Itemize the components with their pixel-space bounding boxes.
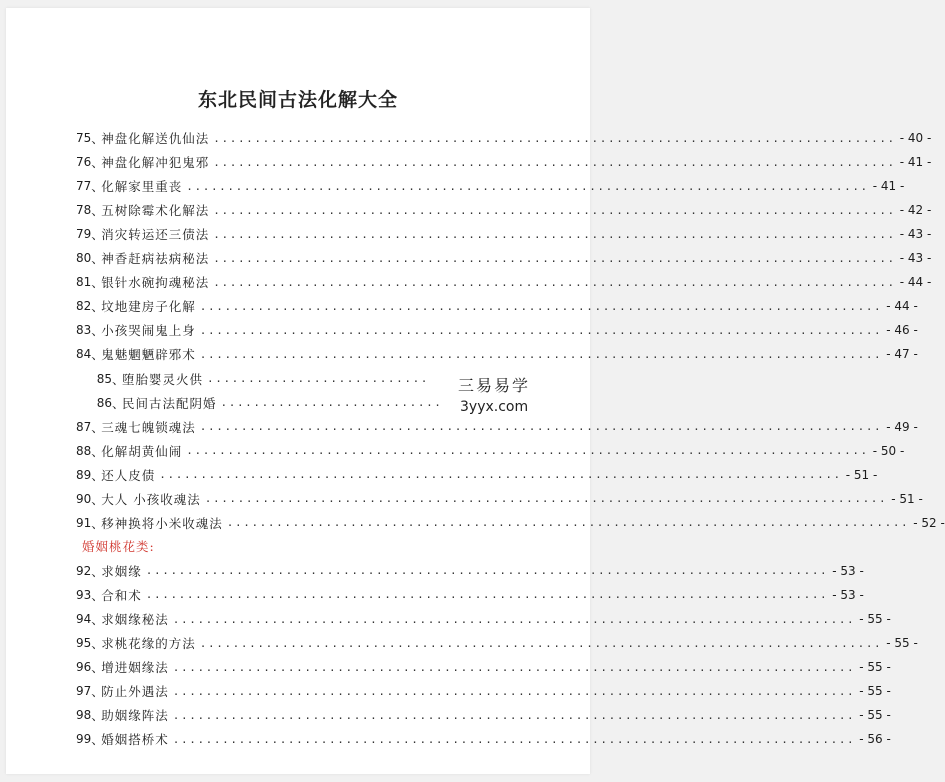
toc-entry <box>76 681 891 701</box>
toc-entry <box>76 441 905 461</box>
page-title: 东北民间古法化解大全 <box>197 89 398 111</box>
toc-entry <box>76 561 864 581</box>
toc-entry-page: - 55 - <box>859 612 891 626</box>
toc-leader-dots: ................................................................................... <box>226 516 910 530</box>
toc-entry-title: 助姻缘阵法 <box>101 708 169 724</box>
toc-entry-number: 99 <box>76 732 92 747</box>
toc-entry <box>76 224 932 244</box>
toc-entry-number: 80 <box>76 251 92 266</box>
toc-leader-dots: ................................................................................... <box>145 588 829 602</box>
toc-entry-separator: 、 <box>91 155 104 171</box>
toc-entry-number: 87 <box>76 419 92 434</box>
toc-entry-separator: 、 <box>91 419 104 435</box>
toc-entry <box>76 513 945 533</box>
toc-entry-page: - 53 - <box>832 563 864 578</box>
toc-entry-page: - 41 - <box>899 155 932 170</box>
toc-leader-dots: ................................................................................... <box>213 275 896 289</box>
toc-entry-separator: 、 <box>91 323 104 339</box>
toc-entry-separator: 、 <box>91 347 104 363</box>
toc-entry-title: 移神换将小米收魂法 <box>101 515 223 531</box>
toc-entry-page: - 40 - <box>899 131 932 145</box>
toc-entry-number: 94 <box>76 612 92 626</box>
toc-entry-title: 求姻缘秘法 <box>101 612 169 627</box>
toc-entry-separator: 、 <box>91 467 104 483</box>
toc-entry-title: 五树除霉术化解法 <box>101 203 210 219</box>
toc-entry-number: 93 <box>76 587 92 602</box>
toc-entry-separator: 、 <box>91 491 104 507</box>
toc-entry-title: 鬼魅魍魉辟邪术 <box>101 347 196 363</box>
toc-entry-title: 神香赶病祛病秘法 <box>101 251 210 267</box>
toc-entry <box>76 585 864 605</box>
toc-entry-title: 堕胎婴灵火供 <box>122 371 204 387</box>
toc-entry <box>76 609 891 629</box>
toc-leader-dots: ................................................................................... <box>213 155 896 169</box>
toc-entry-title: 银针水碗拘魂秘法 <box>101 275 210 291</box>
toc-entry-title: 求桃花缘的方法 <box>101 636 196 652</box>
toc-entry-page: - 51 - <box>891 491 923 506</box>
toc-entry-title: 三魂七魄锁魂法 <box>101 419 196 435</box>
toc-leader-dots: ................................................................................... <box>213 131 896 145</box>
toc-entry-separator: 、 <box>91 299 104 315</box>
toc-entry-page: - 55 - <box>859 708 891 723</box>
toc-entry <box>76 152 932 172</box>
toc-entry-title: 民间古法配阴婚 <box>122 395 217 411</box>
toc-entry-title: 化解家里重丧 <box>101 179 183 195</box>
toc-entry-number: 85 <box>96 371 112 386</box>
toc-leader-dots: ................................................................................... <box>199 347 883 361</box>
toc-entry-separator: 、 <box>91 275 104 291</box>
toc-entry-page: - 47 - <box>886 347 918 362</box>
toc-entry-separator: 、 <box>91 179 104 195</box>
toc-entry-page: - 55 - <box>886 636 918 651</box>
toc-entry-page: - 43 - <box>899 227 932 242</box>
toc-leader-dots: ................................................................................... <box>199 636 883 650</box>
toc-entry-title: 小孩哭闹鬼上身 <box>101 323 196 339</box>
toc-entry-page: - 53 - <box>832 587 864 602</box>
toc-entry-page: - 44 - <box>886 299 918 314</box>
toc-entry <box>76 248 932 268</box>
toc-entry-page: - 44 - <box>899 275 932 290</box>
toc-entry <box>76 465 878 485</box>
toc-leader-dots: ................................................................................... <box>213 227 896 241</box>
toc-entry <box>76 128 932 148</box>
toc-leader-dots: ........................... <box>207 372 430 385</box>
toc-entry-separator: 、 <box>91 660 104 676</box>
toc-entry-number: 96 <box>76 660 92 675</box>
toc-entry-separator: 、 <box>91 515 104 531</box>
toc-entry-page: - 56 - <box>859 732 891 747</box>
watermark-url: 3yyx.com <box>460 399 529 415</box>
toc-entry <box>76 200 932 220</box>
toc-entry-title: 增进姻缘法 <box>101 660 169 676</box>
toc-entry-page: - 49 - <box>886 419 918 434</box>
toc-entry-page: - 55 - <box>859 660 891 675</box>
toc-entry-separator: 、 <box>91 587 104 603</box>
toc-entry <box>76 296 918 316</box>
toc-leader-dots: ........................... <box>220 396 443 410</box>
toc-entry <box>76 705 891 725</box>
toc-entry-title: 化解胡黄仙闹 <box>101 443 183 459</box>
toc-entry-separator: 、 <box>91 443 104 459</box>
toc-entry-number: 88 <box>76 443 92 458</box>
toc-entry-separator: 、 <box>91 684 104 700</box>
toc-entry-separator: 、 <box>91 708 104 724</box>
toc-entry-title: 大人 小孩收魂法 <box>101 491 201 507</box>
toc-entry <box>76 176 905 196</box>
toc-leader-dots: ................................................................................... <box>213 203 896 217</box>
toc-leader-dots: ................................................................................... <box>204 492 888 506</box>
toc-leader-dots: ................................................................................... <box>172 732 856 746</box>
toc-entry-separator: 、 <box>91 732 104 748</box>
toc-leader-dots: ................................................................................... <box>172 708 856 722</box>
toc-leader-dots: ................................................................................... <box>186 444 869 458</box>
toc-entry-number: 86 <box>96 395 112 410</box>
toc-leader-dots: ................................................................................... <box>172 684 856 698</box>
toc-entry-page: - 52 - <box>913 515 945 530</box>
toc-entry-number: 91 <box>76 515 92 530</box>
toc-entry-title: 防止外遇法 <box>101 684 169 700</box>
toc-entry-separator: 、 <box>91 636 104 652</box>
toc-leader-dots: ................................................................................... <box>172 612 856 626</box>
toc-entry-title: 合和术 <box>101 587 142 603</box>
toc-entry-number: 90 <box>76 491 92 506</box>
toc-entry-number: 98 <box>76 708 92 723</box>
toc-leader-dots: ................................................................................... <box>199 299 883 313</box>
toc-leader-dots: ................................................................................... <box>159 468 842 482</box>
toc-entry-separator: 、 <box>91 612 104 627</box>
toc-entry <box>76 344 918 364</box>
toc-entry-number: 77 <box>76 179 92 194</box>
category-heading: 婚姻桃花类: <box>82 538 155 554</box>
toc-entry-separator: 、 <box>112 395 125 411</box>
toc-entry-number: 76 <box>76 155 92 170</box>
toc-entry-number: 75 <box>76 131 92 145</box>
toc-entry-title: 消灾转运还三债法 <box>101 227 210 243</box>
toc-leader-dots: ................................................................................... <box>186 179 869 193</box>
toc-entry-page: - 51 - <box>845 467 878 482</box>
toc-entry-page: - 41 - <box>872 179 905 194</box>
toc-leader-dots: ................................................................................... <box>213 251 896 265</box>
toc-entry-separator: 、 <box>112 371 125 387</box>
toc-entry-number: 83 <box>76 323 92 338</box>
toc-entry <box>76 657 891 677</box>
toc-entry-page: - 50 - <box>872 443 905 458</box>
toc-entry-number: 78 <box>76 203 92 218</box>
toc-entry-number: 84 <box>76 347 92 362</box>
toc-entry <box>76 320 918 340</box>
toc-entry-number: 82 <box>76 299 92 314</box>
toc-entry <box>76 633 918 653</box>
watermark-name: 三易易学 <box>458 376 531 395</box>
toc-entry-separator: 、 <box>91 131 104 146</box>
toc-entry-separator: 、 <box>91 251 104 267</box>
toc-leader-dots: ................................................................................... <box>199 323 883 337</box>
toc-entry-title: 坟地建房子化解 <box>101 299 196 315</box>
toc-entry-number: 81 <box>76 275 92 290</box>
toc-entry-title: 求姻缘 <box>101 563 142 579</box>
toc-entry <box>76 417 918 437</box>
toc-entry-number: 92 <box>76 563 92 578</box>
toc-entry-title: 还人皮债 <box>101 467 156 483</box>
toc-entry-separator: 、 <box>91 227 104 243</box>
toc-entry <box>76 272 932 292</box>
toc-entry-page: - 42 - <box>899 203 932 218</box>
toc-entry-number: 89 <box>76 467 92 482</box>
toc-entry-number: 79 <box>76 227 92 242</box>
toc-entry-separator: 、 <box>91 563 104 579</box>
toc-entry <box>76 729 891 749</box>
toc-entry-page: - 55 - <box>859 684 891 699</box>
toc-entry-number: 97 <box>76 684 92 699</box>
document-page <box>6 8 945 774</box>
toc-leader-dots: ................................................................................... <box>199 420 883 434</box>
toc-entry-title: 婚姻搭桥术 <box>101 732 169 748</box>
toc-leader-dots: ................................................................................... <box>145 564 829 578</box>
toc-entry-title: 神盘化解送仇仙法 <box>101 131 210 146</box>
toc-entry-title: 神盘化解冲犯鬼邪 <box>101 155 210 171</box>
toc-entry-number: 95 <box>76 636 92 651</box>
toc-entry <box>76 489 923 509</box>
toc-entry-page: - 43 - <box>899 251 932 266</box>
toc-entry-separator: 、 <box>91 203 104 219</box>
toc-leader-dots: ................................................................................... <box>172 660 856 674</box>
toc-entry-page: - 46 - <box>886 323 918 338</box>
